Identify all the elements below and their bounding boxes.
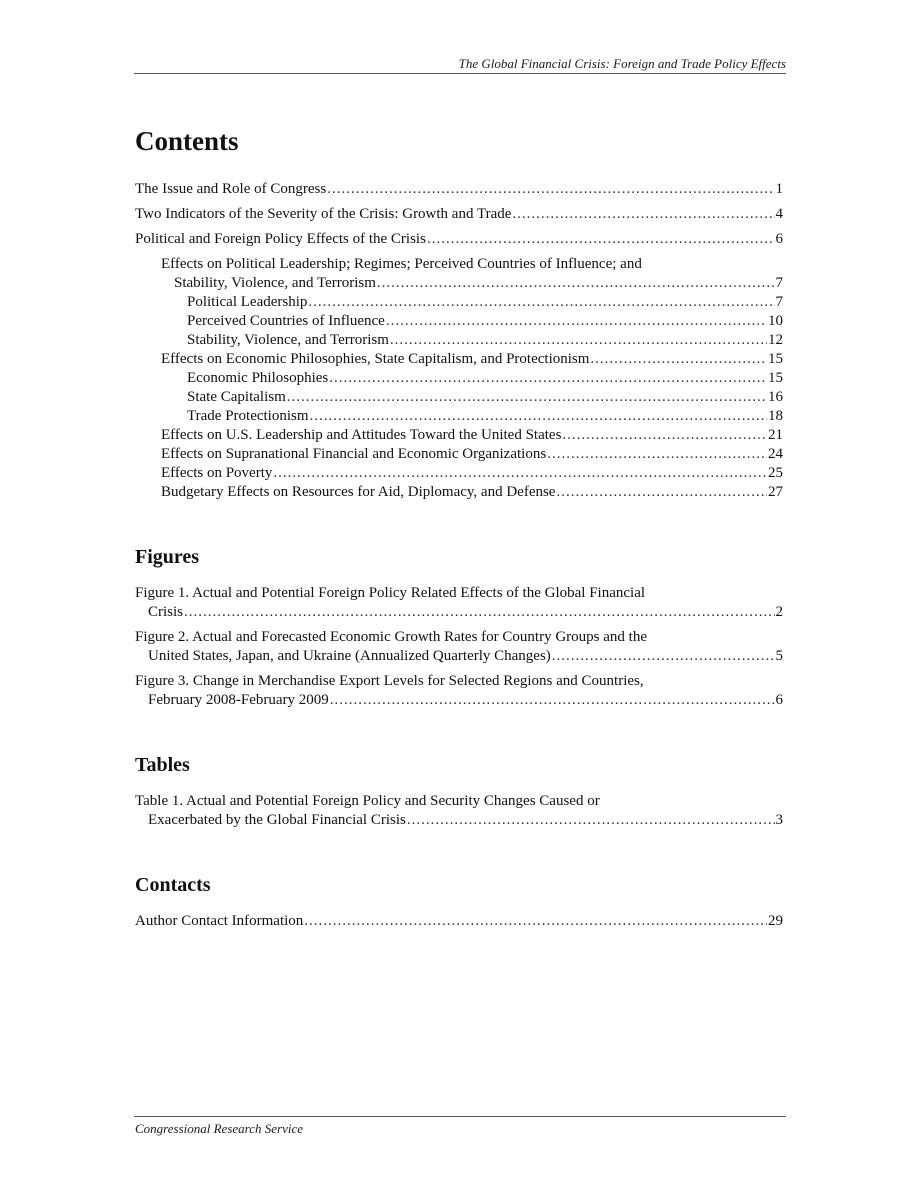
figures-title: Figures	[135, 546, 200, 568]
tables-section	[135, 754, 783, 830]
toc-entry[interactable]	[135, 426, 783, 445]
toc-page-number: 12	[768, 332, 783, 348]
header-divider	[134, 73, 786, 74]
toc-page-number: 25	[768, 465, 783, 481]
contacts-section	[135, 874, 783, 931]
toc-entry-text-continued: February 2008-February 2009	[148, 692, 329, 708]
toc-entry[interactable]	[135, 628, 783, 666]
toc-entry[interactable]	[135, 483, 783, 502]
toc-entry[interactable]	[135, 255, 783, 293]
footer-divider	[134, 1116, 786, 1117]
figures-list	[135, 584, 783, 710]
toc-entry-text: Effects on Supranational Financial and Economic Organizations	[161, 446, 547, 462]
toc-page-number: 10	[768, 313, 783, 329]
toc-entry-text: Budgetary Effects on Resources for Aid, Diplomacy, and Defense	[161, 484, 556, 500]
running-footer: Congressional Research Service	[135, 1121, 303, 1136]
contents-list	[135, 180, 783, 502]
toc-entry-text: Figure 1. Actual and Potential Foreign Policy Related Effects of the Global Financial	[135, 585, 646, 601]
toc-entry-text: Effects on Economic Philosophies, State Capitalism, and Protectionism	[161, 351, 590, 367]
toc-page-number: 16	[768, 389, 783, 405]
toc-entry-text: Effects on Political Leadership; Regimes; Perceived Countries of Influence; and	[161, 256, 642, 272]
toc-entry[interactable]	[135, 205, 783, 224]
tables-title: Tables	[135, 754, 190, 776]
toc-page-body	[135, 126, 783, 931]
toc-entry[interactable]	[135, 388, 783, 407]
toc-page-number: 3	[775, 812, 783, 828]
toc-page-number: 21	[768, 427, 783, 443]
contacts-title: Contacts	[135, 874, 211, 896]
toc-entry[interactable]	[135, 407, 783, 426]
toc-entry[interactable]	[135, 445, 783, 464]
toc-entry-text: Table 1. Actual and Potential Foreign Policy and Security Changes Caused or	[135, 793, 600, 809]
toc-page-number: 27	[768, 484, 783, 500]
toc-entry-text: Figure 2. Actual and Forecasted Economic Growth Rates for Country Groups and the	[135, 629, 647, 645]
toc-page-number: 15	[768, 351, 783, 367]
contents-title: Contents	[135, 126, 239, 156]
toc-entry[interactable]	[135, 792, 783, 830]
toc-entry-text-continued: Crisis	[148, 604, 184, 620]
toc-entry[interactable]	[135, 672, 783, 710]
toc-page-number: 4	[775, 206, 783, 222]
toc-entry-text-continued: Exacerbated by the Global Financial Crisis	[148, 812, 406, 828]
toc-entry-text: Two Indicators of the Severity of the Crisis: Growth and Trade	[135, 206, 512, 222]
toc-page-number: 7	[775, 275, 783, 291]
toc-page-number: 6	[775, 231, 783, 247]
toc-entry-text: Economic Philosophies	[187, 370, 329, 386]
toc-entry[interactable]	[135, 584, 783, 622]
toc-entry[interactable]	[135, 464, 783, 483]
toc-entry-text: Trade Protectionism	[187, 408, 309, 424]
toc-entry[interactable]	[135, 293, 783, 312]
toc-entry-text: Author Contact Information	[135, 913, 304, 929]
running-header: The Global Financial Crisis: Foreign and Trade Policy Effects	[458, 56, 786, 71]
toc-entry-text: Perceived Countries of Influence	[187, 313, 385, 329]
toc-entry[interactable]	[135, 180, 783, 199]
toc-entry-text: Political and Foreign Policy Effects of the Crisis	[135, 231, 426, 247]
figures-section	[135, 546, 783, 710]
toc-entry[interactable]	[135, 350, 783, 369]
toc-page-number: 6	[775, 692, 783, 708]
toc-page-number: 2	[775, 604, 783, 620]
toc-entry-text-continued: Stability, Violence, and Terrorism	[174, 275, 376, 291]
toc-page-number: 5	[775, 648, 783, 664]
toc-page-number: 24	[768, 446, 783, 462]
toc-entry-text: Political Leadership	[187, 294, 308, 310]
toc-entry[interactable]	[135, 912, 783, 931]
toc-entry[interactable]	[135, 312, 783, 331]
toc-entry-text: State Capitalism	[187, 389, 286, 405]
tables-list	[135, 792, 783, 830]
contacts-list	[135, 912, 783, 931]
toc-page-number: 29	[768, 913, 783, 929]
toc-entry[interactable]	[135, 331, 783, 350]
toc-page-number: 7	[775, 294, 783, 310]
toc-page-number: 1	[775, 181, 783, 197]
toc-page-number: 18	[768, 408, 783, 424]
toc-entry-text-continued: United States, Japan, and Ukraine (Annualized Quarterly Changes)	[148, 648, 551, 664]
toc-entry-text: The Issue and Role of Congress	[135, 181, 327, 197]
toc-entry-text: Effects on Poverty	[161, 465, 273, 481]
toc-entry-text: Figure 3. Change in Merchandise Export Levels for Selected Regions and Countries,	[135, 673, 644, 689]
toc-page-number: 15	[768, 370, 783, 386]
toc-entry-text: Effects on U.S. Leadership and Attitudes Toward the United States	[161, 427, 562, 443]
toc-entry-text: Stability, Violence, and Terrorism	[187, 332, 389, 348]
toc-entry[interactable]	[135, 369, 783, 388]
toc-entry[interactable]	[135, 230, 783, 249]
